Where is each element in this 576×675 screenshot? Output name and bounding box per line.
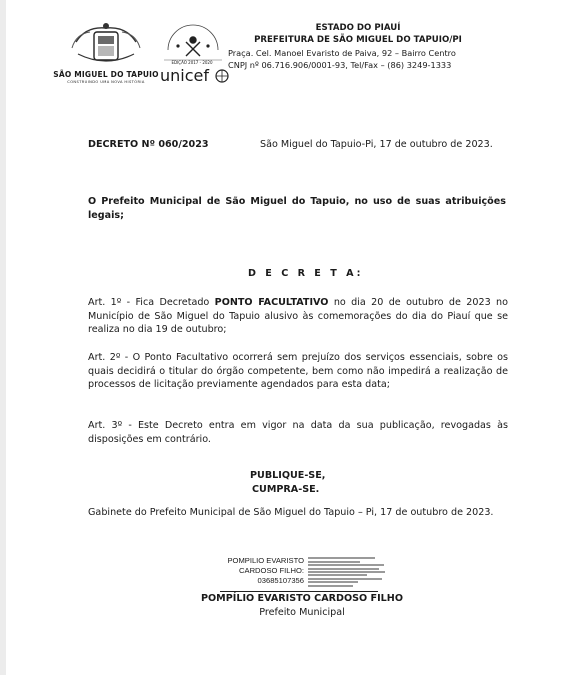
unicef-brand-text: unicef [160,66,209,85]
digital-name-line-2: CARDOSO FILHO: [239,566,304,575]
article-1-suffix: no dia 20 de outubro de 2023 no Município de São Miguel do Tapuio alusivo às comemorações do dia do Piauí que se realiza no dia 19 de outubro; [88,297,508,336]
cumpra-line: CUMPRA-SE. [252,483,320,495]
article-1-bold: PONTO FACULTATIVO [214,297,329,308]
state-name: ESTADO DO PIAUÍ [315,23,401,33]
signature-details-fine-print [308,556,392,588]
decreto-number: DECRETO Nº 060/2023 [88,139,209,150]
unicef-seal-logo [158,16,236,88]
seal-years: EDIÇÃO 2017 - 2020 [171,60,213,65]
unicef-seal-icon [158,16,228,62]
digital-id: 03685107356 [257,576,304,585]
publique-line: PUBLIQUE-SE, [250,470,326,481]
coat-of-arms-icon [56,18,156,70]
article-2: Art. 2º - O Ponto Facultativo ocorrerá sem prejuízo dos serviços essenciais, sobre os quais decidirá o titular do órgão competente, bem como não impedirá a realização de processos de licitação previamente agendados para esta data; [88,352,508,391]
signer-block [186,592,418,619]
logo-slogan: CONSTRUINDO UMA NOVA HISTÓRIA [67,80,145,84]
signer-role: Prefeito Municipal [259,606,345,618]
document-page [6,0,576,675]
decreta-heading: D E C R E T A: [248,268,364,279]
article-1 [88,296,508,337]
signer-name: POMPÍLIO EVARISTO CARDOSO FILHO [201,593,403,604]
digital-signature-name [216,556,304,586]
address-line: Praça. Cel. Manoel Evaristo de Paiva, 92 – Bairro Centro [228,47,456,58]
letterhead-text [228,22,488,72]
unicef-wordmark [160,66,230,85]
date-line: São Miguel do Tapuio-Pi, 17 de outubro de 2023. [260,139,493,150]
digital-signature-stamp [216,556,386,588]
article-3: Art. 3º - Este Decreto entra em vigor na data da sua publicação, revogadas às disposições em contrário. [88,420,508,445]
contact-line: CNPJ nº 06.716.906/0001-93, Tel/Fax – (86) 3249-1333 [228,60,452,71]
article-1-prefix: Art. 1º - Fica Decretado [88,297,215,308]
gabinete-line: Gabinete do Prefeito Municipal de São Miguel do Tapuio – Pi, 17 de outubro de 2023. [88,507,494,518]
municipal-coat-of-arms-logo [53,18,159,88]
logo-city-name: SÃO MIGUEL DO TAPUIO [53,70,159,79]
prefeitura-name: PREFEITURA DE SÃO MIGUEL DO TAPUIO/PI [254,35,462,46]
digital-name-line-1: POMPILIO EVARISTO [227,556,304,565]
preamble: O Prefeito Municipal de São Miguel do Tapuio, no uso de suas atribuições legais; [88,196,506,221]
publication-order [250,469,325,496]
